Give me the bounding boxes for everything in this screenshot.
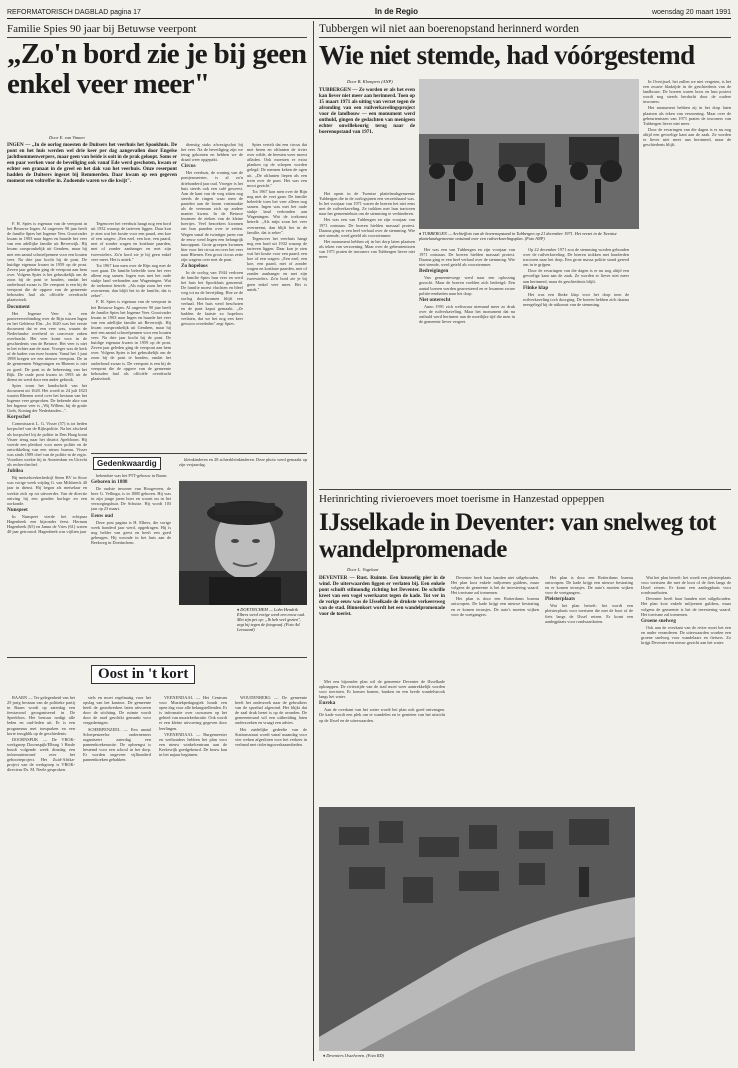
spies-paragraph: Het Ingense Veer is een pontveerverbinding over de Rijn tussen Ingen en het Gelderse Elst. „In 1620 was het eerste document dat er een veer was, waarin de Nederlandse overheid in concessie zaken overbracht. Het veer komt voor in de geschiedenis van de Betuwe. Het veer is niet in het echter aan de staat. Vroeger was de kerk of de kaden van twee houten. Vanaf het 1 juni 1998 kregen we een nieuwe veerpont. De in de gemeenten Wageningen en Rhenen is niet zo goed. De pont in de beheersing van het Rijk. De oude pont kwam in 1993 uit de dienst en werd door een ander gebruik. [7,310,87,382]
deventer-aerial-photo [319,807,635,1051]
tubbergen-column-3 [523,247,629,485]
deventer-paragraph: Deventer heeft haar handen niet stilgehouden. Het plan kost enkele miljoenen guldens, maar volgens de gemeente is het de investering waard. Het toerisme zal toenemen. [641,596,731,617]
oost-paragraph: VEENENDAAL — Het Centrum voor Muziekpedagogiek houdt een open dag voor alle belangstellenden. Er is informatie over cursussen op het gebied van muziekeducatie. Ook wordt er een kleine uitvoering gegeven door leerlingen. [159,695,227,731]
spies-paragraph: Commissaris L. G. Visser (57) is tot heden korpschef van de Rijkspolitie. Na het afscheid als korpschef bij de politie in Den Haag komt Visser terug naar het district Apeldoorn. Hij voerde een pleidooi voor meer politie en de ontwikkeling van een nieuw bureau. Visser was sinds 1989 chef van de politie in de regio. Voordien werkte hij in Amsterdam en Utrecht als recherchechef. [7,421,87,468]
deventer-column-4 [641,575,731,1061]
tubbergen-subhead-flinke-klap: Flinke klap [523,284,549,291]
deventer-paragraph: Wat het plan betreft: het wordt een pleisterplaats voor toeristen die met de boot of de fiets langs de IJssel reizen. Er komt een aanlegplaats voor rondvaartboten. [641,575,731,596]
spies-subhead-hopeloos: Zo hopeloos [181,263,208,270]
gedenk-column-1 [91,473,171,653]
deventer-column-3 [545,575,633,801]
masthead-paper-page: REFORMATORISCH DAGBLAD pagina 17 [7,9,141,16]
ijsselkade-aerial-image [319,807,635,1051]
elbers-photo [179,481,307,605]
deventer-kicker: Herinrichting rivieroevers moet toerisme in Hanzestad oppeppen [319,493,605,505]
elbers-portrait-image [179,481,307,605]
tubbergen-kicker: Tubbergen wil niet aan boerenopstand herinnerd worden [319,23,579,35]
spies-paragraph: Spies vertelt dat een circus dat met beren en olifanten de rivier over wilde, de beesten weer moest afladen. Ook moesten er extra planken op de schepen worden gelegd. De mensen keken de ogen uit. „De olifanten liepen als een trein over de pont. Het was een mooi gezicht." [247,142,307,188]
spies-subhead-korpschef: Korpschef [7,414,31,421]
spies-paragraph: Tegenover het veerhuis hangt nog een bord uit 1932 waarop de tarieven liggen. Daar kon je zien wat het kostte voor een paard, een koe of een wagen: „Een ezel, een koe, een paard, met of zonder wagen en kostbare paarden, met of zonder aanhanger en met zijn tweewielers. Zo'n bord zie je bij geen enkel veer meer. Het is uniek." [247,235,307,292]
spies-paragraph: Tegenover het veerhuis hangt nog een bord uit 1932 waarop de tarieven liggen. Daar kon je zien wat het kostte voor een paard, een koe of een wagen: „Een ezel, een koe, een paard, met of zonder wagen en kostbare paarden, met of zonder aanhanger en met zijn tweewielers. Zo'n bord zie je bij geen enkel veer meer. Het is uniek." [91,221,171,262]
deventer-top-rule [319,489,731,490]
gedenk-paragraph: bekendste was het PTT-gebouw in Baarn. [96,473,168,478]
gedenkwaardig-label: Gedenkwaardig [93,457,161,470]
deventer-byline: Door L. Vogelaar [347,567,379,572]
tubbergen-paragraph: Van gemeentewege werd naar een oplossing gezocht. Maar de boeren voelden zich bedreigd. Een aantal boeren werden gearresteerd en er kwamen zware politie-eenheden naar het dorp. [419,275,515,296]
tubbergen-paragraph: Op 22 december 1971 zou de stemming worden gehouden over de ruilverkaveling. De boeren trokken met honderden tractoren naar het dorp. Een grote massa politie stond gereed om in te grijpen. [523,247,629,268]
oost-column-1 [7,695,75,1060]
gedenk-paragraph: Deze post pagina is H. Elbers, die vorige week honderd jaar werd, opgedragen. Hij is nog helder van geest en heeft een goed geheugen. Hij woonde in het huis aan de Beekweg in Doetinchem. [91,519,171,545]
page-column-divider [313,21,314,1061]
oost-paragraph: Het zuidelijke gedeelte van de Stationsstraat wordt vanaf maandag voor vier weken afgesloten voor het verkeer in verband met rioleringswerkzaamheden. [235,726,307,747]
spies-paragraph: F. H. Spies is eigenaar van de veerpont in het Betuwse Ingen. Al ongeveer 90 jaar heeft de familie Spies het Ingense Veer. Grootvader kwam in 1903 naar Ingen en huurde het veer van een adellijke familie uit Beverwijk. Hij kwam oorspronkelijk uit Gendren, maar hij met een aantal schroefpennen voor een houten veer. Na drie jaar kocht hij de pont. De huidige eigenaar kwam in 1959 op de pont. Zeven jaar geleden ging de veerpont aan hem over. Volgens Spies is het gebruikelijk om de zoon bij de pont te houden, omdat het onderhoud zwaar is. De veerpont is een bij de veerpont die de opgave van de gemeente behouden had als officiële overdracht plaatsvindt. [7,221,87,303]
spies-column-1 [7,221,87,581]
tubbergen-paragraph: Door de ervaringen van die dagen is er nu nog altijd een gevoelige kant aan de zaak. Ze worden er liever niet meer aan herinnerd, maar de geschiedenis blijft. [523,268,629,284]
deventer-paragraph: Aan de overkant van het water wordt het plan ook goed ontvangen. De kade wordt een plek om te wandelen en te genieten van het uitzicht op de IJssel en de uiterwaarden. [319,707,445,723]
oost-column-2 [83,695,151,1060]
gedenk-column-2 [179,457,307,477]
tubbergen-caption: ♦ TUBBERGEN — Archieffoto van de boerenopstand in Tubbergen op 21 december 1971. Het verzet in de Twentse plattelandsgemeente ontstond over een ruilverkavelingsplan. (Foto ANP) [419,231,617,241]
spies-subhead-circus: Circus [181,163,196,170]
deventer-caption: ♦ Deventers IJsselvoren. (Foto RD) [323,1053,385,1058]
spies-column-2 [91,221,171,449]
tubbergen-headline: Wie niet stemde, had vóórgestemd [319,40,695,70]
deventer-paragraph: Deventer heeft haar handen niet stilgehouden. Het plan kost enkele miljoenen guldens, maar volgens de gemeente is het de investering waard. Het toerisme zal toenemen. [451,575,539,596]
spies-paragraph: Het veerhuis, de woning van de pontjesmeester, is al zo'n driehonderd jaar oud. Vroeger is het huis steeds ook een café geweest. Aan de kant van de weg zitten nog steeds de ringen waar men de paarden aan de boom vastmaakte als de veerman zich op andere manier kwam. In de Betuwe kwamen de zieken van de kleine boertjes. Veel bezoekers kwamen om hun paarden over te zetten. Wegen vanaf de twintiger jaren van de eeuw werd Ingen een belangrijk knooppunt. Grote groepen kwamen hier voor het circus en over het veer naar Rhenen. Een groot circus zette zijn wagens over met de pont. [181,170,243,262]
deventer-subhead-groene-snelweg: Groene snelweg [641,617,676,624]
spies-paragraph: F. H. Spies is eigenaar van de veerpont in het Betuwse Ingen. Al ongeveer 90 jaar heeft de familie Spies het Ingense Veer. Grootvader kwam in 1903 naar Ingen en huurde het veer van een adellijke familie uit Beverwijk. Hij kwam oorspronkelijk uit Gendren, maar hij met een aantal schroefpennen voor een houten veer. Na drie jaar kocht hij de pont. De huidige eigenaar kwam in 1959 op de pont. Zeven jaar geleden ging de veerpont aan hem over. Volgens Spies is het gebruikelijk om de zoon bij de pont te houden, omdat het onderhoud zwaar is. De veerpont is een bij de veerpont die de opgave van de gemeente behouden had als officiële overdracht plaatsvindt. [91,299,171,381]
tubbergen-paragraph: Het was een flinke klap voor het dorp toen de ruilverkaveling toch doorging. De boeren hebben zich daarna neergelegd bij de uitkomst van de stemming. [523,291,629,307]
deventer-headline: IJsselkade in Deventer: van snelweg tot wandelpromenade [319,509,716,563]
spies-subhead-document: Document [7,303,30,310]
newspaper-page [7,5,731,1063]
oost-paragraph: WOUDENBERG — De gemeente heeft het onderzoek naar de gebruikers van de sporthal afgerond. Het blijkt dat de zaal druk bezet is op de avonden. De gemeenteraad wil een uitbreiding laten onderzoeken en vraagt een advies. [235,695,307,726]
deventer-paragraph: Het plan is door een Rotterdams bureau ontworpen. De kade krijgt een nieuwe bestrating en er komen terrasjes. De auto's moeten wijken voor de voetgangers. [545,575,633,596]
deventer-paragraph: Het plan is door een Rotterdams bureau ontworpen. De kade krijgt een nieuwe bestrating en er komen terrasjes. De auto's moeten wijken voor de voetgangers. [451,596,539,617]
deventer-paragraph: Ook aan de overkant van de rivier moet het een en ander veranderen. De uiterwaarden worden een groene snelweg voor wandelaars en fietsers. Zo krijgt Deventer een nieuw gezicht aan het water. [641,624,731,646]
tubbergen-column-1 [319,191,415,485]
spies-paragraph: Tot 1967 kon men over de Rijn nog met de voet gaan. De familie beleefde toen het veer alleen nog samen. Ingen was met het oude stukje land verbonden aan Wageningen. Wat de toekomst betreft: „Als mijn zoon het veer overneemt, dan blijft het in de familie, dat is zeker". [91,262,171,299]
tubbergen-paragraph: Het monument hebben zij in het dorp laten plaatsen als teken van verzoening. Maar over de gebeurtenissen van 1971 praten de inwoners van Tubbergen liever niet meer. [643,105,731,126]
tubbergen-paragraph: Het was een van Tubbergen en zijn voorjaar van 1971 ontstaan. De boeren hielden massaal protest. Daarna ging er een heel verhaal over de stemming. Wie niet stemde, werd geteld als voorstemmer. [419,247,515,268]
deventer-subhead-eureka: Eureka [319,700,336,707]
oost-column-3 [159,695,227,1060]
deventer-column-2 [451,575,539,801]
spies-paragraph: In Nunspeet vierde het echtpaar Hagenbeek een bijzonder feest. Herman Hagenbeek (65) en Janna de Vries (61) waren 40 jaar getrouwd. Hagenbeek was vijftien jaar [7,513,87,535]
masthead-date: woensdag 20 maart 1991 [651,9,731,16]
oost-paragraph: VEENENDAAL — Burgemeester en wethouders hebben het plan voor een nieuw winkelcentrum aan de Kerkewijk goedgekeurd. De bouw kan in het najaar beginnen. [159,731,227,758]
elbers-caption: ♦ DOETINCHEM — Lobo Hendrik Elbers werd vorige week een eeuw oud. Met zijn pet op: „Ik heb veel gezien", zegt hij tegen de fotograaf. (Foto Ad Leenaard) [237,607,305,632]
deventer-paragraph: Met een bijzonder plan wil de gemeente Deventer de IJsselkade opknappen. De rivierzijde van de stad moet weer aantrekkelijk worden voor toeristen. Er komen bomen, banken en een brede wandelstrook langs het water. [319,679,445,700]
oost-paragraph: DOORNSPIJK — De VBOK-werkgroep Doornspijk/Elburg 't Harde houdt volgende week dinsdag een informatieavond over het geboorteproject. Het Zuid-Afrika-project van de werkgroep is VBOK-directeur Ds. M. Neele gesproken. [7,736,75,773]
gedenk-subhead-eeuw-oud: Eeuw oud [91,512,114,519]
gedenk-paragraph: kleinkinderen en 28 achterkleinkinderen. Deze photo werd gemaakt op zijn verjaardag. [179,457,307,468]
spies-subhead-jubilea: Jubilea [7,468,24,475]
spies-paragraph: In de oorlog van 1944 verloren de familie Spies hun veer en werd het huis het Spookhuis genoemd. De familie moest vluchten en bleef weg tot na de bevrijding. Hoe ze de oorlog doorkwamen blijft een verhaal. Het huis werd beschoten en de pont kapot gemaakt. „Ze hadden de laatste zo hopeloos verlaten, dat we het nog een keer gewoon overdeden" zegt Spies. [181,270,243,326]
spies-column-3 [181,142,243,449]
oost-paragraph: SCHERPENZEEL — Een aantal Scherpenzeelse ondernemers organiseert zaterdag een pannenkoekenactie. De opbrengst is bestemd voor een school in het dorp. Er worden ongeveer vijfhonderd pannenkoeken gebakken. [83,726,151,763]
tubbergen-column-4 [643,79,731,485]
oost-paragraph: BAARN — Ter gelegenheid van het 25-jarig bestaan van de politieke partij in Baarn wordt op zaterdag een feestavond georganiseerd in De Speeldoos. Het bestuur nodigt alle leden en oud-leden uit. Er is een programma met toespraken en een korte terugblik op de geschiedenis. [7,695,75,736]
oost-top-rule [7,657,307,658]
spies-column-4 [247,142,307,449]
tubbergen-photo [419,79,639,229]
spies-paragraph: Spies toont het handschrift van het document uit 1620. Het wordt in 24 juli 1823 waarin Rhenen werd over het bestaan van het Ingense veer gesproken. De bekende akte van het Ingense veer is „Wij Willem, bij de gratie Gods, Koning der Nederlanden...". [7,382,87,414]
gedenk-top-rule [91,453,307,454]
tubbergen-paragraph: Het monument hebben zij in het dorp laten plaatsen als teken van verzoening. Maar over de gebeurtenissen van 1971 praten de inwoners van Tubbergen liever niet meer. [319,238,415,260]
tubbergen-paragraph: Door de ervaringen van die dagen is er nu nog altijd een gevoelige kant aan de zaak. Ze worden er liever niet meer aan herinnerd, maar de geschiedenis blijft. [643,126,731,148]
gedenk-paragraph: De oudste inwoner van Hoogeveen, de heer G. Vellinga, is in 1888 geboren. Hij was in zijn jonge jaren boer en woont nu in het verzorgingshuis De Schutse. Hij wordt 103 jaar op 23 maart. [91,486,171,512]
masthead-section: In de Regio [374,7,419,16]
tubbergen-column-2 [419,247,515,485]
spies-subhead-nunspeet: Nunspeet [7,506,28,513]
tubbergen-subhead-niet-onterecht: Niet onterecht [419,296,451,303]
masthead [7,5,731,19]
tubbergen-byline: Door B. Klompers (ANP) [347,79,393,84]
spies-paragraph: Tot 1967 kon men over de Rijn nog met de voet gaan. De familie beleefde toen het veer alleen nog samen. Ingen was met het oude stukje land verbonden aan Wageningen. Wat de toekomst betreft: „Als mijn zoon het veer overneemt, dan blijft het in de familie, dat is zeker". [247,188,307,235]
oost-in-t-kort-title: Oost in 't kort [91,665,195,684]
spies-kicker: Familie Spies 90 jaar bij Betuwse veerpont [7,23,197,35]
gedenk-subhead-geboren: Geboren in 1888 [91,479,128,486]
oost-paragraph: stels en moet regelmatig voor het opslag van het kantoor. De gemeente heeft de grondwerken laten uitvoeren door de stichting. De ruimte wordt door de raad geschikt gemaakt voor vergaderingen. [83,695,151,726]
tubbergen-paragraph: Anno 1991 zich weliswaar niemand meer zo druk over de ruilverkaveling. Maar het monument dat nu onthuld werd herinnert aan de moeilijke tijd die men in de gemeente liever vergeet. [419,303,515,325]
tubbergen-lead: TUBBERGEN — Ze worden er als het even kan liever niet meer aan herinnerd. Toen op 15 maart 1971 als uiting van verzet tegen de afronding van een ruilverkavelingsproject voor de landbouw — een monument werd onthuld, gingen de gedachten van menigeen echter onwillekeurig terug naar de boerenopstand van 1971. [319,87,415,135]
spies-headline: „Zo'n bord zie je bij geen enkel veer meer" [7,38,307,100]
spies-paragraph: dienstig staks afwezigschat bij het veer. Na de beveiliging zijn we terug gekomen en hebben we de draad weer opgepakt. [181,142,243,163]
deventer-column-1 [319,679,445,801]
spies-lead: INGEN — „In de oorlog moesten de Duitsers het veerhuis het Spookhuis. De pont en het huis werden wel drie keer per dag aangevallen door Engelse jachtbommenwerpers, maar geen van beide is ooit in de prak geloopt. Soms er een paar werken voor de beveiliging ook vanaf Ede werd geschoten, kwam er echter een granaat in de greel en het dak van het veerhuis. Onze reserpont hadden de Duitsers ingezet bij Remmerden. Daar kwam op een gegeven moment een voltreffer in. Zodoende waren we die kwijt". [7,142,177,184]
tubbergen-paragraph: In Overijssel, het zullen we niet vergeten, is het een zwarte bladzijde in de geschiedenis van de landbouw. De boeren waren boos en hun protest wordt nog steeds herdacht door de oudere inwoners. [643,79,731,105]
spies-byline: Door E. van Vianen [49,135,85,140]
deventer-subhead-pleisterplaats: Pleisterplaats [545,596,575,603]
spies-paragraph: Bij metselwerkerbedrijf Steen BV in Stroe was vorige week vrijdag G. van Milsbeeck 40 jaar in dienst. Hij begon als metselaar en werkte zich op tot uitvoerder. Van de directie ontving hij een gouden horloge en een oorkonde. [7,475,87,506]
tubbergen-paragraph: Het was een van Tubbergen en zijn voorjaar van 1971 ontstaan. De boeren hielden massaal protest. Daarna ging er een heel verhaal over de stemming. Wie niet stemde, werd geteld als voorstemmer. [319,217,415,238]
boerenopstand-tractors-image [419,79,639,229]
tubbergen-paragraph: Het opent in de Twentse plattelandsgemeente Tubbergen die in de oorlogsjaren een verzetshaard was. In het voorjaar van 1971 waren de boeren het niet eens met de ruilverkaveling. Ze trokken met hun tractoren naar het gemeentehuis om de stemming te verhinderen. [319,191,415,217]
tubbergen-subhead-bedreigingen: Bedreigingen [419,268,449,275]
deventer-lead: DEVENTER — Rust. Ruimte. Een knusselig pier in de wind. De uiterwaarden liggen er verlaten bij. Een enkele pont schuift stilmondig richting het Deventer. De schrille kreet van een vogel weerkaatst tegen de kade. Tot ver in de vorige eeuw was de IJsselkade de drukste verkeersweg van de stad. Binnenkort wordt het een wandelpromenade voor de toerist. [319,575,445,617]
tubbergen-kicker-rule [319,37,731,38]
deventer-paragraph: Wat het plan betreft: het wordt een pleisterplaats voor toeristen die met de boot of de fiets langs de IJssel reizen. Er komt een aanlegplaats voor rondvaartboten. [545,603,633,624]
oost-column-4 [235,695,307,1060]
